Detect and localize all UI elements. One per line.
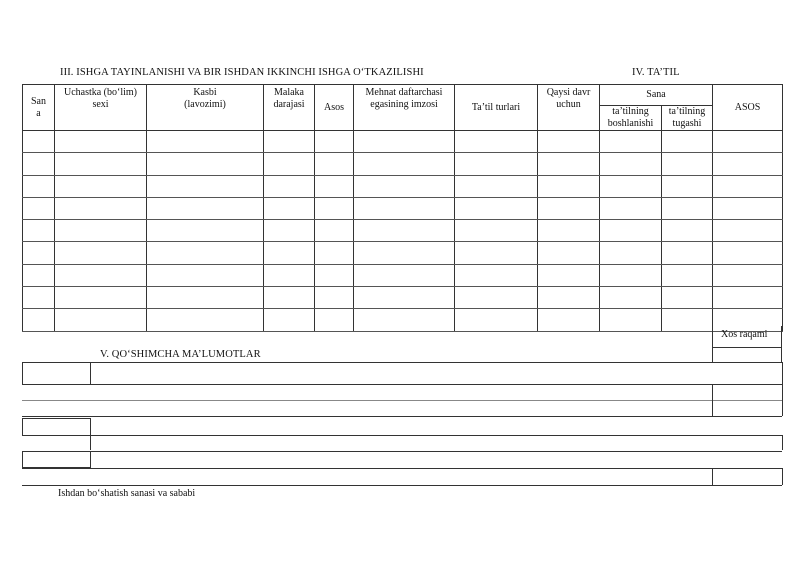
info-row-4-divider: [90, 451, 91, 468]
header-sana-group: Sana: [600, 85, 713, 106]
table-cell[interactable]: [600, 197, 662, 219]
header-asos-caps: ASOS: [713, 85, 783, 131]
table-cell[interactable]: [354, 242, 455, 264]
xos-raqami-box-line: [712, 347, 782, 348]
table-cell[interactable]: [538, 131, 600, 153]
table-cell[interactable]: [23, 264, 55, 286]
table-cell[interactable]: [713, 309, 783, 331]
table-cell[interactable]: [455, 309, 538, 331]
table-cell[interactable]: [538, 242, 600, 264]
table-cell[interactable]: [713, 131, 783, 153]
table-cell[interactable]: [55, 175, 147, 197]
header-sana: San a: [23, 85, 55, 131]
assignment-vacation-table: [22, 84, 783, 332]
info-row-1[interactable]: [22, 362, 783, 385]
table-cell[interactable]: [147, 131, 264, 153]
info-row-4-left[interactable]: [22, 451, 91, 468]
table-cell[interactable]: [264, 220, 315, 242]
table-cell[interactable]: [538, 175, 600, 197]
table-cell[interactable]: [23, 175, 55, 197]
xos-raqami-box-right: [781, 326, 782, 362]
table-cell[interactable]: [538, 220, 600, 242]
info-row-3-divider: [90, 418, 91, 435]
table-cell[interactable]: [354, 175, 455, 197]
table-cell[interactable]: [662, 287, 713, 309]
info-row-5-box[interactable]: [712, 468, 783, 485]
table-cell[interactable]: [264, 131, 315, 153]
table-cell[interactable]: [455, 264, 538, 286]
table-cell[interactable]: [147, 197, 264, 219]
table-row: [23, 197, 783, 219]
table-row: [23, 153, 783, 175]
table-row: [23, 175, 783, 197]
table-cell[interactable]: [713, 264, 783, 286]
table-cell[interactable]: [662, 175, 713, 197]
table-cell[interactable]: [264, 309, 315, 331]
table-cell[interactable]: [713, 220, 783, 242]
table-row: [23, 287, 783, 309]
table-cell[interactable]: [713, 153, 783, 175]
info-row-3-left[interactable]: [22, 418, 91, 436]
info-line-6: [22, 468, 782, 469]
table-cell[interactable]: [600, 309, 662, 331]
table-cell[interactable]: [23, 309, 55, 331]
xos-raqami-label: Xos raqami: [721, 329, 768, 340]
table-cell[interactable]: [662, 242, 713, 264]
header-tatil-turlari: Ta’til turlari: [455, 85, 538, 131]
table-cell[interactable]: [662, 153, 713, 175]
header-tatil-boshlanishi: ta’tilning boshlanishi: [600, 106, 662, 131]
table-cell[interactable]: [147, 153, 264, 175]
table-cell[interactable]: [455, 287, 538, 309]
table-cell[interactable]: [455, 153, 538, 175]
table-row: [23, 309, 783, 331]
table-cell[interactable]: [455, 220, 538, 242]
table-cell[interactable]: [23, 131, 55, 153]
table-cell[interactable]: [147, 220, 264, 242]
table-cell[interactable]: [538, 309, 600, 331]
table-cell[interactable]: [600, 264, 662, 286]
table-cell[interactable]: [315, 175, 354, 197]
info-line-7: [22, 485, 782, 486]
table-cell[interactable]: [264, 264, 315, 286]
table-cell[interactable]: [315, 197, 354, 219]
table-cell[interactable]: [662, 220, 713, 242]
xos-raqami-box-left: [712, 326, 713, 362]
table-cell[interactable]: [147, 242, 264, 264]
header-mehnat: Mehnat daftarchasi egasining imzosi: [354, 85, 455, 131]
table-cell[interactable]: [600, 242, 662, 264]
table-cell[interactable]: [23, 242, 55, 264]
section-5-title: V. QO‘SHIMCHA MA’LUMOTLAR: [100, 349, 261, 360]
table-cell[interactable]: [315, 220, 354, 242]
table-cell[interactable]: [354, 131, 455, 153]
table-cell[interactable]: [315, 131, 354, 153]
table-cell[interactable]: [354, 153, 455, 175]
info-row-3-right[interactable]: [90, 435, 783, 450]
table-cell[interactable]: [264, 197, 315, 219]
info-line-5: [22, 451, 782, 452]
table-cell[interactable]: [600, 287, 662, 309]
table-cell[interactable]: [315, 287, 354, 309]
table-cell[interactable]: [662, 131, 713, 153]
table-cell[interactable]: [538, 197, 600, 219]
header-malaka: Malaka darajasi: [264, 85, 315, 131]
table-cell[interactable]: [315, 264, 354, 286]
table-row: [23, 242, 783, 264]
table-cell[interactable]: [264, 287, 315, 309]
table-cell[interactable]: [55, 287, 147, 309]
table-cell[interactable]: [315, 309, 354, 331]
info-row-1-divider: [90, 362, 91, 384]
dismissal-label: Ishdan bo‘shatish sanasi va sababi: [58, 488, 196, 499]
info-line-3: [22, 416, 782, 417]
table-cell[interactable]: [55, 220, 147, 242]
table-cell[interactable]: [354, 264, 455, 286]
table-cell[interactable]: [55, 264, 147, 286]
table-cell[interactable]: [55, 197, 147, 219]
table-cell[interactable]: [55, 242, 147, 264]
table-cell[interactable]: [713, 175, 783, 197]
table-cell[interactable]: [354, 309, 455, 331]
table-cell[interactable]: [264, 153, 315, 175]
table-cell[interactable]: [455, 242, 538, 264]
table-cell[interactable]: [662, 309, 713, 331]
info-line-2: [22, 400, 782, 401]
header-tatil-tugashi: ta’tilning tugashi: [662, 106, 713, 131]
table-cell[interactable]: [600, 131, 662, 153]
table-cell[interactable]: [538, 287, 600, 309]
section-3-title: III. ISHGA TAYINLANISHI VA BIR ISHDAN IKKINCHI ISHGA O‘TKAZILISHI: [60, 67, 424, 78]
table-cell[interactable]: [147, 287, 264, 309]
table-cell[interactable]: [23, 197, 55, 219]
table-cell[interactable]: [23, 287, 55, 309]
table-cell[interactable]: [147, 264, 264, 286]
table-cell[interactable]: [455, 175, 538, 197]
info-row-2-box[interactable]: [712, 384, 783, 416]
table-cell[interactable]: [713, 242, 783, 264]
table-cell[interactable]: [264, 242, 315, 264]
header-row-1: [23, 85, 783, 106]
header-asos: Asos: [315, 85, 354, 131]
table-row: [23, 131, 783, 153]
table-cell[interactable]: [538, 153, 600, 175]
table-row: [23, 220, 783, 242]
table-cell[interactable]: [264, 175, 315, 197]
table-cell[interactable]: [713, 197, 783, 219]
table-cell[interactable]: [315, 153, 354, 175]
header-uchastka: Uchastka (bo‘lim) sexi: [55, 85, 147, 131]
header-kasbi: Kasbi (lavozimi): [147, 85, 264, 131]
table-cell[interactable]: [455, 197, 538, 219]
table-cell[interactable]: [354, 287, 455, 309]
table-cell[interactable]: [600, 153, 662, 175]
table-cell[interactable]: [600, 175, 662, 197]
table-cell[interactable]: [23, 220, 55, 242]
table-row: [23, 264, 783, 286]
table-cell[interactable]: [662, 197, 713, 219]
table-cell[interactable]: [662, 264, 713, 286]
header-qaysi-davr: Qaysi davr uchun: [538, 85, 600, 131]
table-cell[interactable]: [600, 220, 662, 242]
table-cell[interactable]: [354, 197, 455, 219]
table-cell[interactable]: [538, 264, 600, 286]
table-cell[interactable]: [55, 131, 147, 153]
table-cell[interactable]: [713, 287, 783, 309]
table-cell[interactable]: [23, 153, 55, 175]
table-cell[interactable]: [455, 131, 538, 153]
table-cell[interactable]: [354, 220, 455, 242]
table-cell[interactable]: [55, 153, 147, 175]
table-cell[interactable]: [147, 175, 264, 197]
table-cell[interactable]: [55, 309, 147, 331]
table-cell[interactable]: [147, 309, 264, 331]
table-cell[interactable]: [315, 242, 354, 264]
section-4-title: IV. TA’TIL: [632, 67, 680, 78]
